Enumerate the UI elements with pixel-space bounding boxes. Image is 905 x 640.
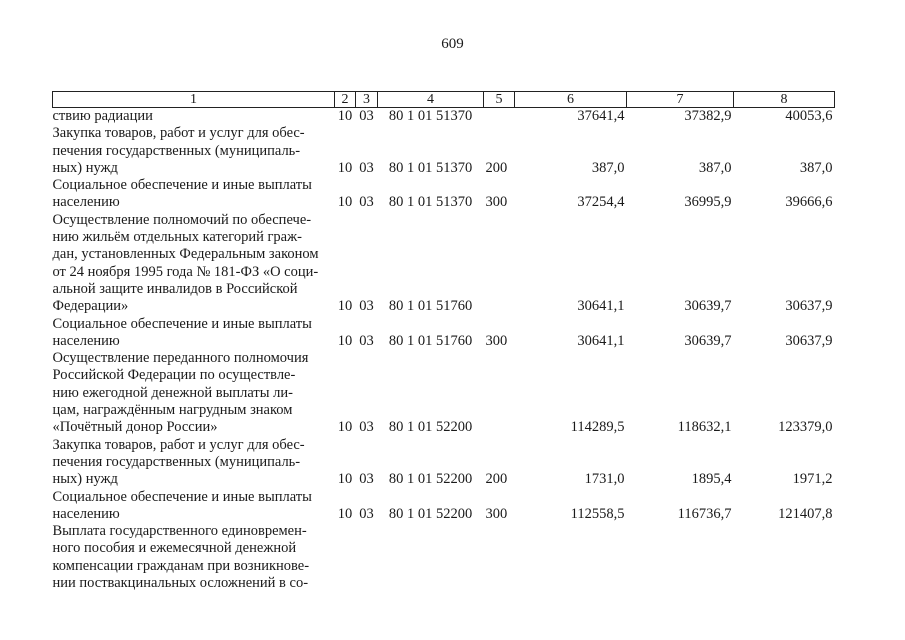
amount-col-8: 387,0 xyxy=(799,159,833,176)
section-code: 10 xyxy=(337,505,353,522)
table-row xyxy=(53,108,835,126)
description-line: ного пособия и ежемесячной денежной xyxy=(52,540,297,557)
section-code: 10 xyxy=(337,108,353,124)
description-line: Федерации» xyxy=(52,298,129,315)
header-col-1: 1 xyxy=(53,92,335,108)
row-description xyxy=(53,177,335,212)
header-col-4: 4 xyxy=(378,92,484,108)
amount-col-7: 1895,4 xyxy=(691,471,732,488)
table-row xyxy=(53,177,835,212)
amount-col-8: 1971,2 xyxy=(792,471,833,488)
target-article-code: 80 1 01 51760 xyxy=(388,298,473,315)
description-line: дан, установленных Федеральным законом xyxy=(52,246,319,263)
subsection-code: 03 xyxy=(359,332,374,349)
subsection-code: 03 xyxy=(359,159,374,176)
description-line: цам, награждённым нагрудным знаком xyxy=(52,402,293,419)
description-line: Осуществление переданного полномочия xyxy=(52,350,309,367)
header-col-5: 5 xyxy=(484,92,515,108)
amount-col-8: 30637,9 xyxy=(785,298,833,315)
table-row xyxy=(53,316,835,351)
description-line: «Почётный донор России» xyxy=(52,419,218,436)
amount-col-6: 37254,4 xyxy=(577,194,625,211)
description-line: Социальное обеспечение и иные выплаты xyxy=(52,177,312,194)
amount-col-8: 40053,6 xyxy=(785,108,833,124)
amount-col-8 xyxy=(734,523,835,592)
amount-col-6: 112558,5 xyxy=(570,505,625,522)
subsection-code: 03 xyxy=(359,419,374,436)
amount-col-6: 30641,1 xyxy=(577,332,625,349)
expense-type-code: 300 xyxy=(485,194,508,211)
amount-col-7: 118632,1 xyxy=(677,419,732,436)
description-line: ных) нужд xyxy=(52,471,118,488)
target-article-code: 80 1 01 51370 xyxy=(388,108,473,124)
expense-type-code: 200 xyxy=(485,159,508,176)
description-line: населению xyxy=(52,505,120,522)
description-line: Закупка товаров, работ и услуг для обес- xyxy=(52,436,305,453)
section-code: 10 xyxy=(337,471,353,488)
amount-col-8: 30637,9 xyxy=(785,332,833,349)
amount-col-7: 116736,7 xyxy=(677,505,732,522)
amount-col-6: 37641,4 xyxy=(577,108,625,124)
expense-type-code: 300 xyxy=(485,332,508,349)
budget-table xyxy=(52,91,835,592)
amount-col-8: 123379,0 xyxy=(778,419,833,436)
section-code: 10 xyxy=(337,419,353,436)
description-line: ствию радиации xyxy=(52,108,153,124)
amount-col-7: 37382,9 xyxy=(684,108,732,124)
row-description xyxy=(53,350,335,436)
amount-col-8: 39666,6 xyxy=(785,194,833,211)
subsection-code: 03 xyxy=(359,108,374,124)
page-number: 609 xyxy=(441,36,464,52)
description-line: печения государственных (муниципаль- xyxy=(52,142,301,159)
subsection-code xyxy=(356,523,378,592)
description-line: ных) нужд xyxy=(52,159,118,176)
description-line: Закупка товаров, работ и услуг для обес- xyxy=(52,125,305,142)
section-code: 10 xyxy=(337,194,353,211)
expense-type-code xyxy=(484,523,515,592)
row-description xyxy=(53,523,335,592)
header-col-3: 3 xyxy=(356,92,378,108)
header-row xyxy=(53,92,835,108)
subsection-code: 03 xyxy=(359,471,374,488)
description-line: населению xyxy=(52,332,120,349)
table-row xyxy=(53,125,835,177)
description-line: нию жильём отдельных категорий граж- xyxy=(52,229,302,246)
subsection-code: 03 xyxy=(359,298,374,315)
subsection-code: 03 xyxy=(359,505,374,522)
expense-type-code xyxy=(484,350,515,436)
amount-col-6 xyxy=(515,523,627,592)
amount-col-6: 1731,0 xyxy=(584,471,625,488)
target-article-code: 80 1 01 52200 xyxy=(388,505,473,522)
subsection-code: 03 xyxy=(359,194,374,211)
description-line: компенсации гражданам при возникнове- xyxy=(52,557,310,574)
target-article-code: 80 1 01 51370 xyxy=(388,159,473,176)
description-line: нии поствакцинальных осложнений в со- xyxy=(52,575,309,592)
target-article-code: 80 1 01 52200 xyxy=(388,471,473,488)
amount-col-7: 387,0 xyxy=(698,159,732,176)
description-line: Осуществление полномочий по обеспече- xyxy=(52,211,312,228)
section-code: 10 xyxy=(337,332,353,349)
target-article-code: 80 1 01 52200 xyxy=(388,419,473,436)
header-col-8: 8 xyxy=(734,92,835,108)
header-col-2: 2 xyxy=(335,92,356,108)
expense-type-code: 200 xyxy=(485,471,508,488)
expense-type-code xyxy=(484,108,515,126)
amount-col-6: 114289,5 xyxy=(570,419,625,436)
target-article-code: 80 1 01 51370 xyxy=(388,194,473,211)
row-description xyxy=(53,316,335,351)
table-row xyxy=(53,350,835,436)
section-code: 10 xyxy=(337,298,353,315)
description-line: Социальное обеспечение и иные выплаты xyxy=(52,488,312,505)
target-article-code xyxy=(378,523,484,592)
description-line: альной защите инвалидов в Российской xyxy=(52,280,298,297)
description-line: печения государственных (муниципаль- xyxy=(52,453,301,470)
description-line: от 24 ноября 1995 года № 181-ФЗ «О соци- xyxy=(52,263,319,280)
table-row xyxy=(53,523,835,592)
table-body xyxy=(53,108,835,593)
description-line: Выплата государственного единовремен- xyxy=(52,523,307,540)
amount-col-7: 30639,7 xyxy=(684,298,732,315)
amount-col-8: 121407,8 xyxy=(778,505,833,522)
description-line: Российской Федерации по осуществле- xyxy=(52,367,296,384)
row-description xyxy=(53,489,335,524)
row-description xyxy=(53,108,335,126)
header-col-7: 7 xyxy=(627,92,734,108)
amount-col-7: 36995,9 xyxy=(684,194,732,211)
amount-col-7 xyxy=(627,523,734,592)
amount-col-6: 30641,1 xyxy=(577,298,625,315)
header-col-6: 6 xyxy=(515,92,627,108)
row-description xyxy=(53,212,335,316)
row-description xyxy=(53,125,335,177)
target-article-code: 80 1 01 51760 xyxy=(388,332,473,349)
description-line: нию ежегодной денежной выплаты ли- xyxy=(52,384,293,401)
row-description xyxy=(53,437,335,489)
table-row xyxy=(53,212,835,316)
section-code: 10 xyxy=(337,159,353,176)
table-row xyxy=(53,437,835,489)
description-line: населению xyxy=(52,194,120,211)
section-code xyxy=(335,523,356,592)
expense-type-code xyxy=(484,212,515,316)
description-line: Социальное обеспечение и иные выплаты xyxy=(52,315,312,332)
table-row xyxy=(53,489,835,524)
amount-col-6: 387,0 xyxy=(591,159,625,176)
expense-type-code: 300 xyxy=(485,505,508,522)
amount-col-7: 30639,7 xyxy=(684,332,732,349)
